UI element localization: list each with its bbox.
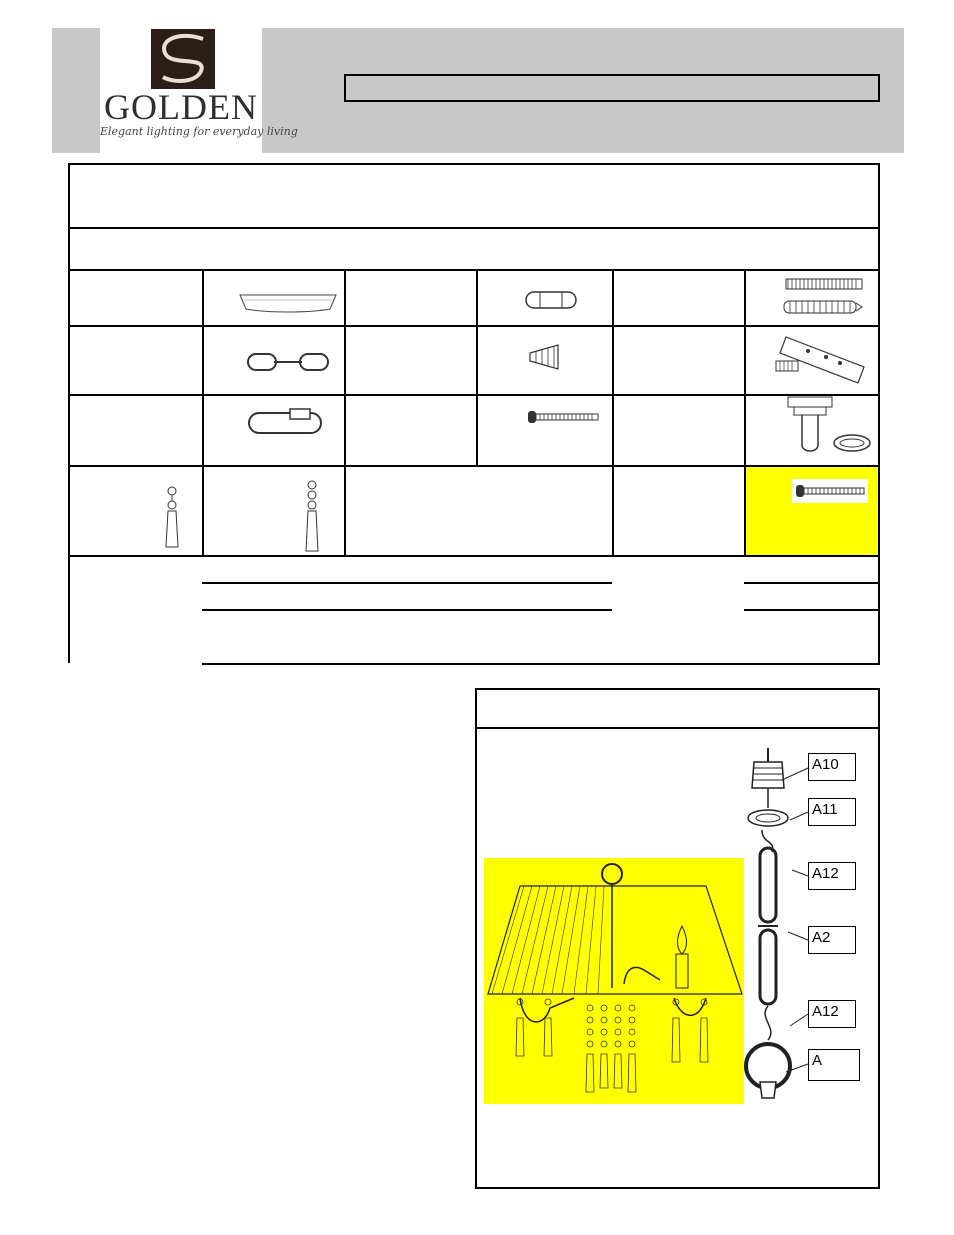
wire-nut-icon	[528, 343, 562, 371]
hook-ring-icon	[780, 395, 874, 457]
label-a12-bottom: A12	[808, 1000, 856, 1028]
brand-name: GOLDEN	[104, 87, 258, 127]
form-line	[202, 609, 612, 611]
brand-tagline: Elegant lighting for everyday living	[100, 125, 298, 138]
label-a: A	[808, 1049, 860, 1081]
label-a2: A2	[808, 926, 856, 954]
row-line	[68, 227, 880, 229]
form-line	[744, 609, 878, 611]
title-box	[344, 74, 880, 102]
row-line	[68, 394, 880, 396]
table-border-top	[68, 163, 880, 165]
label-a10: A10	[808, 753, 856, 781]
table-border-left	[68, 163, 70, 663]
bolt-nut-icon	[782, 275, 864, 321]
chain-icon	[246, 349, 330, 375]
parts-table	[68, 163, 880, 665]
row-line	[68, 269, 880, 271]
installation-panel-header	[475, 688, 880, 729]
canopy-icon	[238, 291, 338, 315]
crossbar-icon	[766, 327, 870, 393]
chandelier-icon	[484, 858, 744, 1104]
col-line	[612, 269, 614, 557]
col-line	[344, 269, 346, 557]
table-border-bottom	[202, 663, 880, 665]
screw-icon	[528, 409, 600, 425]
label-a12-top: A12	[808, 862, 856, 890]
fixture-figure	[484, 858, 744, 1104]
crystal-strand-long-icon	[300, 479, 324, 555]
table-border-right	[878, 163, 880, 665]
crystal-strand-short-icon	[160, 485, 184, 551]
label-a11: A11	[808, 798, 856, 826]
row-line	[68, 555, 880, 557]
coupling-icon	[524, 289, 578, 311]
chain-link-icon	[246, 407, 324, 437]
col-line	[476, 269, 478, 465]
row-line	[68, 325, 880, 327]
machine-screw-icon	[792, 479, 868, 503]
form-line	[202, 582, 612, 584]
col-line	[202, 269, 204, 557]
logo-mark-icon	[151, 29, 215, 89]
form-line	[744, 582, 878, 584]
